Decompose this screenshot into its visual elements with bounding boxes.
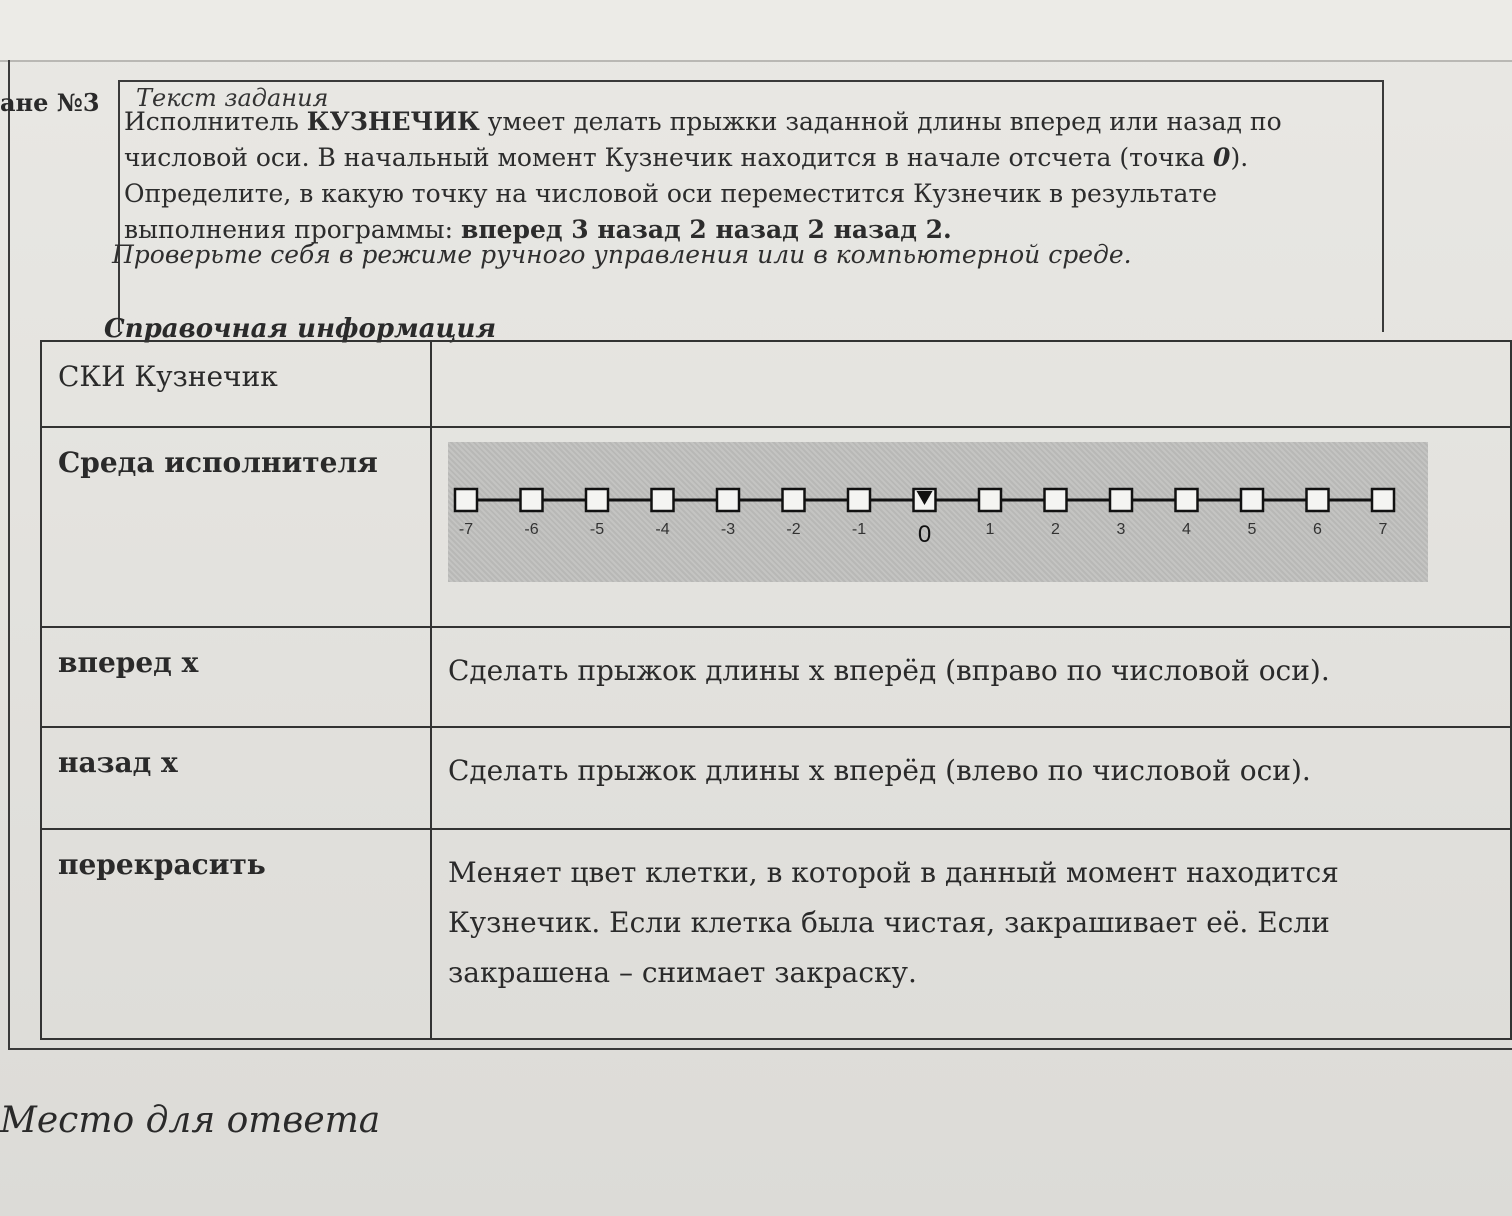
program-end: .: [943, 215, 952, 244]
tick-label--1: -1: [851, 521, 867, 538]
tick-label-3: 3: [1116, 521, 1126, 538]
cell-4: [1176, 489, 1198, 511]
origin-point: 0: [1213, 143, 1231, 172]
row-desc: [431, 341, 1511, 427]
row-name: Среда исполнителя: [41, 427, 431, 627]
tick-label-5: 5: [1247, 521, 1257, 538]
cell-7: [1372, 489, 1394, 511]
tick-label--3: -3: [720, 521, 736, 538]
tick-label-0: 0: [917, 521, 932, 548]
task-text-after: ). Определите, в какую точку на числовой оси переместится Кузнечик в результате выполнения программы:: [124, 143, 1249, 244]
tick-label--6: -6: [524, 521, 539, 538]
row-name: назад x: [41, 727, 431, 829]
cell-2: [1045, 489, 1067, 511]
cell--5: [586, 489, 608, 511]
tick-label--2: -2: [786, 521, 801, 538]
cell--6: [521, 489, 543, 511]
answer-label: Место для ответа: [0, 1100, 381, 1141]
cell-3: [1110, 489, 1132, 511]
task-text-before: Исполнитель: [124, 107, 307, 136]
program: вперед 3 назад 2 назад 2 назад 2: [460, 215, 944, 244]
row-name: вперед x: [41, 627, 431, 727]
table-row: [41, 829, 1511, 1039]
check-line: Проверьте себя в режиме ручного управления или в компьютерной среде.: [112, 240, 1132, 269]
tick-label--4: -4: [655, 521, 670, 538]
cell-5: [1241, 489, 1263, 511]
reference-table: [40, 340, 1512, 1040]
table-row: [41, 727, 1511, 829]
cell-1: [979, 489, 1001, 511]
table-row: [41, 341, 1511, 427]
cell--2: [783, 489, 805, 511]
task-number: ане №3: [0, 88, 100, 117]
cell--7: [455, 489, 477, 511]
reference-title: Справочная информация: [104, 314, 497, 344]
tick-label--5: -5: [589, 521, 605, 538]
environment-cell: [431, 427, 1511, 627]
task-text-middle: умеет делать прыжки заданной длины вперед или назад по числовой оси. В начальный момент Кузнечик находится в начале отсчета (точка: [124, 107, 1282, 172]
tick-label-1: 1: [985, 521, 995, 538]
tick-label-7: 7: [1378, 521, 1388, 538]
number-line-svg: [448, 442, 1428, 582]
performer-name: КУЗНЕЧИК: [306, 107, 480, 136]
tick-label-4: 4: [1182, 521, 1191, 538]
cell--1: [848, 489, 870, 511]
row-name: перекрасить: [41, 829, 431, 1039]
cell--4: [652, 489, 674, 511]
table-row: [41, 427, 1511, 627]
row-name: СКИ Кузнечик: [41, 341, 431, 427]
top-sheet: [0, 0, 1512, 62]
row-desc: Сделать прыжок длины x вперёд (влево по числовой оси).: [431, 727, 1511, 829]
task-header: Текст задания: [136, 84, 329, 112]
row-desc: Меняет цвет клетки, в которой в данный момент находится Кузнечик. Если клетка была чистая, закрашивает её. Если закрашена – снимает закраску.: [431, 829, 1511, 1039]
tick-label--7: -7: [458, 521, 474, 538]
cell--3: [717, 489, 739, 511]
row-desc: Сделать прыжок длины x вперёд (вправо по числовой оси).: [431, 627, 1511, 727]
cell-6: [1307, 489, 1329, 511]
task-text: [124, 104, 1364, 248]
number-line-environment: [448, 442, 1428, 582]
tick-label-2: 2: [1051, 521, 1060, 538]
table-row: [41, 627, 1511, 727]
tick-label-6: 6: [1313, 521, 1322, 538]
